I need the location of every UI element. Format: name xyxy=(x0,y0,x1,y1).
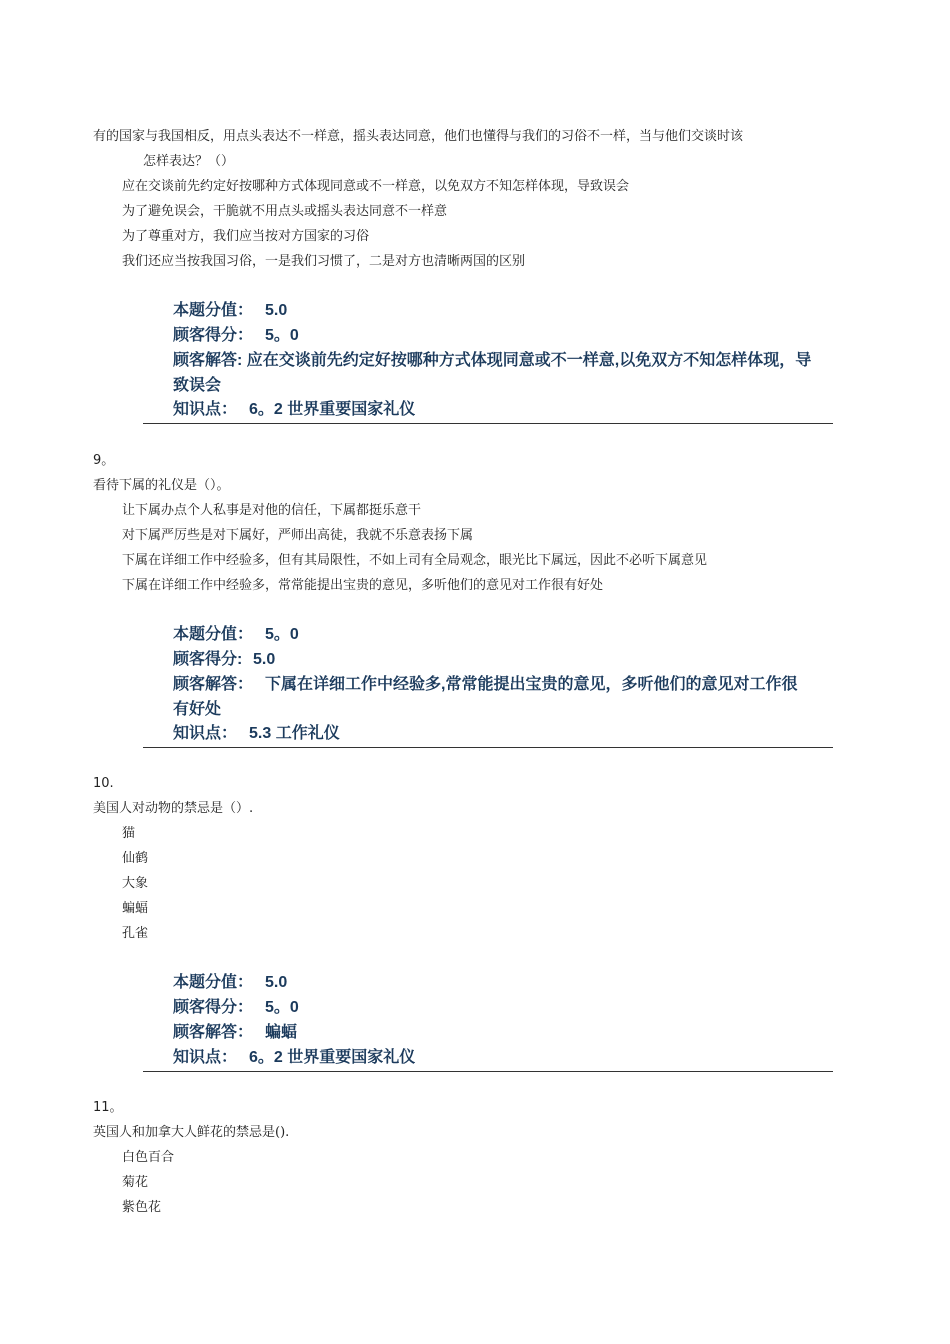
question-8-text-line1: 有的国家与我国相反，用点头表达不一样意，摇头表达同意，他们也懂得与我们的习俗不一样，当与他们交谈时该 xyxy=(93,129,744,144)
question-10-text: 美国人对动物的禁忌是（）. xyxy=(93,801,254,816)
question-8-option-1: 应在交谈前先约定好按哪种方式体现同意或不一样意，以免双方不知怎样体现，导致误会 xyxy=(122,179,630,194)
got-label: 顾客得分： xyxy=(173,327,254,344)
question-8-option-3: 为了尊重对方，我们应当按对方国家的习俗 xyxy=(122,229,370,244)
answer-value: 蝙蝠 xyxy=(265,1024,298,1041)
score-value: 5.0 xyxy=(265,974,288,991)
score-label: 本题分值： xyxy=(173,302,254,319)
divider xyxy=(143,423,833,424)
answer-value: 下属在详细工作中经验多,常常能提出宝贵的意见，多听他们的意见对工作很有好处 xyxy=(173,676,798,718)
question-8-got-row xyxy=(173,324,299,348)
score-label: 本题分值： xyxy=(173,974,254,991)
question-9-option-4: 下属在详细工作中经验多，常常能提出宝贵的意见，多听他们的意见对工作很有好处 xyxy=(122,578,604,593)
kp-label: 知识点： xyxy=(173,401,238,418)
question-9-kp-row xyxy=(173,722,340,746)
question-10-option-2: 仙鹤 xyxy=(122,851,149,866)
answer-label: 顾客解答： xyxy=(173,1024,254,1041)
divider xyxy=(143,747,833,748)
question-10-got-row xyxy=(173,996,299,1020)
question-9-option-1: 让下属办点个人私事是对他的信任，下属都挺乐意干 xyxy=(122,503,422,518)
question-8-text-line2: 怎样表达？（） xyxy=(143,154,235,169)
question-9-option-2: 对下属严厉些是对下属好，严师出高徒，我就不乐意表扬下属 xyxy=(122,528,474,543)
got-value: 5。0 xyxy=(265,327,299,344)
question-9-score-row xyxy=(173,623,299,647)
kp-label: 知识点： xyxy=(173,1049,238,1066)
got-value: 5。0 xyxy=(265,999,299,1016)
question-10-option-5: 孔雀 xyxy=(122,926,149,941)
question-11-text: 英国人和加拿大人鲜花的禁忌是(). xyxy=(93,1125,290,1140)
question-9-number: 9。 xyxy=(93,453,115,468)
kp-value: 6。2 世界重要国家礼仪 xyxy=(249,1049,416,1066)
question-8-kp-row xyxy=(173,398,415,422)
got-label: 顾客得分： xyxy=(173,999,254,1016)
question-8-option-4: 我们还应当按我国习俗，一是我们习惯了，二是对方也清晰两国的区别 xyxy=(122,254,526,269)
question-10-score-row xyxy=(173,971,287,995)
question-11-number: 11。 xyxy=(93,1100,123,1115)
question-10-option-3: 大象 xyxy=(122,876,149,891)
question-11-option-3: 紫色花 xyxy=(122,1200,162,1215)
got-label: 顾客得分: xyxy=(173,651,243,668)
kp-value: 6。2 世界重要国家礼仪 xyxy=(249,401,416,418)
kp-value: 5.3 工作礼仪 xyxy=(249,725,340,742)
score-value: 5.0 xyxy=(265,302,288,319)
question-10-number: 10. xyxy=(93,776,114,791)
question-9-got-row xyxy=(173,648,275,672)
question-10-option-1: 猫 xyxy=(122,826,136,841)
question-10-answer-row xyxy=(173,1021,297,1045)
question-9-answer-row xyxy=(173,672,813,722)
question-8-score-row xyxy=(173,299,287,323)
score-value: 5。0 xyxy=(265,626,299,643)
divider xyxy=(143,1071,833,1072)
score-label: 本题分值： xyxy=(173,626,254,643)
question-11-option-1: 白色百合 xyxy=(122,1150,175,1165)
kp-label: 知识点： xyxy=(173,725,238,742)
question-8-answer-row xyxy=(173,348,813,398)
got-value: 5.0 xyxy=(253,651,276,668)
question-11-option-2: 菊花 xyxy=(122,1175,149,1190)
answer-label: 顾客解答: xyxy=(173,352,243,369)
answer-label: 顾客解答： xyxy=(173,676,254,693)
question-8-option-2: 为了避免误会，干脆就不用点头或摇头表达同意不一样意 xyxy=(122,204,448,219)
answer-value: 应在交谈前先约定好按哪种方式体现同意或不一样意,以免双方不知怎样体现，导致误会 xyxy=(173,352,812,394)
question-9-option-3: 下属在详细工作中经验多，但有其局限性，不如上司有全局观念，眼光比下属远，因此不必听下属意见 xyxy=(122,553,708,568)
question-9-text: 看待下属的礼仪是（）。 xyxy=(93,478,230,493)
question-10-kp-row xyxy=(173,1046,415,1070)
question-10-option-4: 蝙蝠 xyxy=(122,901,149,916)
